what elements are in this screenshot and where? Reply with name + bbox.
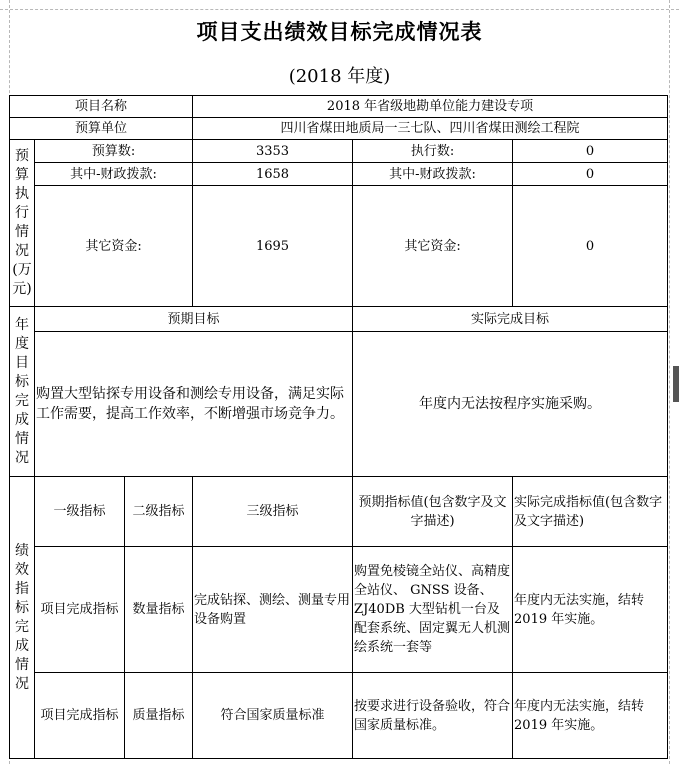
row-level2: 数量指标 bbox=[125, 547, 193, 673]
document-subtitle: (2018 年度) bbox=[288, 66, 391, 87]
col-level3-header: 三级指标 bbox=[193, 477, 353, 547]
fiscal-exec-label: 其中-财政拨款: bbox=[353, 163, 513, 186]
other-funds-row bbox=[10, 186, 668, 307]
budget-unit-label: 预算单位 bbox=[10, 118, 193, 140]
budget-label: 预算数: bbox=[35, 140, 193, 163]
page-guide-top bbox=[0, 9, 679, 10]
project-name-row bbox=[10, 96, 668, 118]
fiscal-row bbox=[10, 163, 668, 186]
perf-indicator-label: 绩效指标完成情况 bbox=[10, 477, 35, 759]
row-expected: 按要求进行设备验收，符合国家质量标准。 bbox=[353, 673, 513, 759]
row-level2: 质量指标 bbox=[125, 673, 193, 759]
other-exec-value: 0 bbox=[513, 186, 668, 307]
row-level3: 完成钻探、测绘、测量专用设备购置 bbox=[193, 547, 353, 673]
page-guide-right bbox=[669, 0, 670, 764]
row-actual: 年度内无法实施，结转 2019 年实施。 bbox=[513, 547, 668, 673]
row-level1: 项目完成指标 bbox=[35, 547, 125, 673]
executed-value: 0 bbox=[513, 140, 668, 163]
other-label: 其它资金: bbox=[35, 186, 193, 307]
actual-goal-text: 年度内无法按程序实施采购。 bbox=[353, 332, 668, 477]
fiscal-value: 1658 bbox=[193, 163, 353, 186]
goal-header-row bbox=[10, 307, 668, 332]
col-level1-header: 一级指标 bbox=[35, 477, 125, 547]
other-value: 1695 bbox=[193, 186, 353, 307]
expected-goal-text: 购置大型钻探专用设备和测绘专用设备，满足实际工作需要，提高工作效率，不断增强市场竞争力。 bbox=[35, 332, 353, 477]
budget-row bbox=[10, 140, 668, 163]
col-actual-header: 实际完成指标值(包含数字及文字描述) bbox=[513, 477, 668, 547]
executed-label: 执行数: bbox=[353, 140, 513, 163]
other-exec-label: 其它资金: bbox=[353, 186, 513, 307]
indicator-row bbox=[10, 673, 668, 759]
indicator-row bbox=[10, 547, 668, 673]
annual-goal-label: 年度目标完成情况 bbox=[10, 307, 35, 477]
actual-goal-label: 实际完成目标 bbox=[353, 307, 668, 332]
col-level2-header: 二级指标 bbox=[125, 477, 193, 547]
performance-table bbox=[9, 95, 668, 759]
row-level3: 符合国家质量标准 bbox=[193, 673, 353, 759]
project-name-label: 项目名称 bbox=[10, 96, 193, 118]
budget-exec-label: 预算执行情况(万元) bbox=[10, 140, 35, 307]
project-name-value: 2018 年省级地勘单位能力建设专项 bbox=[193, 96, 668, 118]
row-actual: 年度内无法实施，结转 2019 年实施。 bbox=[513, 673, 668, 759]
expected-goal-label: 预期目标 bbox=[35, 307, 353, 332]
document-title: 项目支出绩效目标完成情况表 bbox=[196, 20, 483, 44]
indicator-header-row bbox=[10, 477, 668, 547]
budget-value: 3353 bbox=[193, 140, 353, 163]
goal-content-row bbox=[10, 332, 668, 477]
row-expected: 购置免棱镜全站仪、高精度全站仪、 GNSS 设备、 ZJ40DB 大型钻机一台及配套系统、固定翼无人机测绘系统一套等 bbox=[353, 547, 513, 673]
fiscal-exec-value: 0 bbox=[513, 163, 668, 186]
col-expected-header: 预期指标值(包含数字及文字描述) bbox=[353, 477, 513, 547]
fiscal-label: 其中-财政拨款: bbox=[35, 163, 193, 186]
scroll-side-tab[interactable] bbox=[673, 366, 679, 402]
budget-unit-row bbox=[10, 118, 668, 140]
row-level1: 项目完成指标 bbox=[35, 673, 125, 759]
budget-unit-value: 四川省煤田地质局一三七队、四川省煤田测绘工程院 bbox=[193, 118, 668, 140]
